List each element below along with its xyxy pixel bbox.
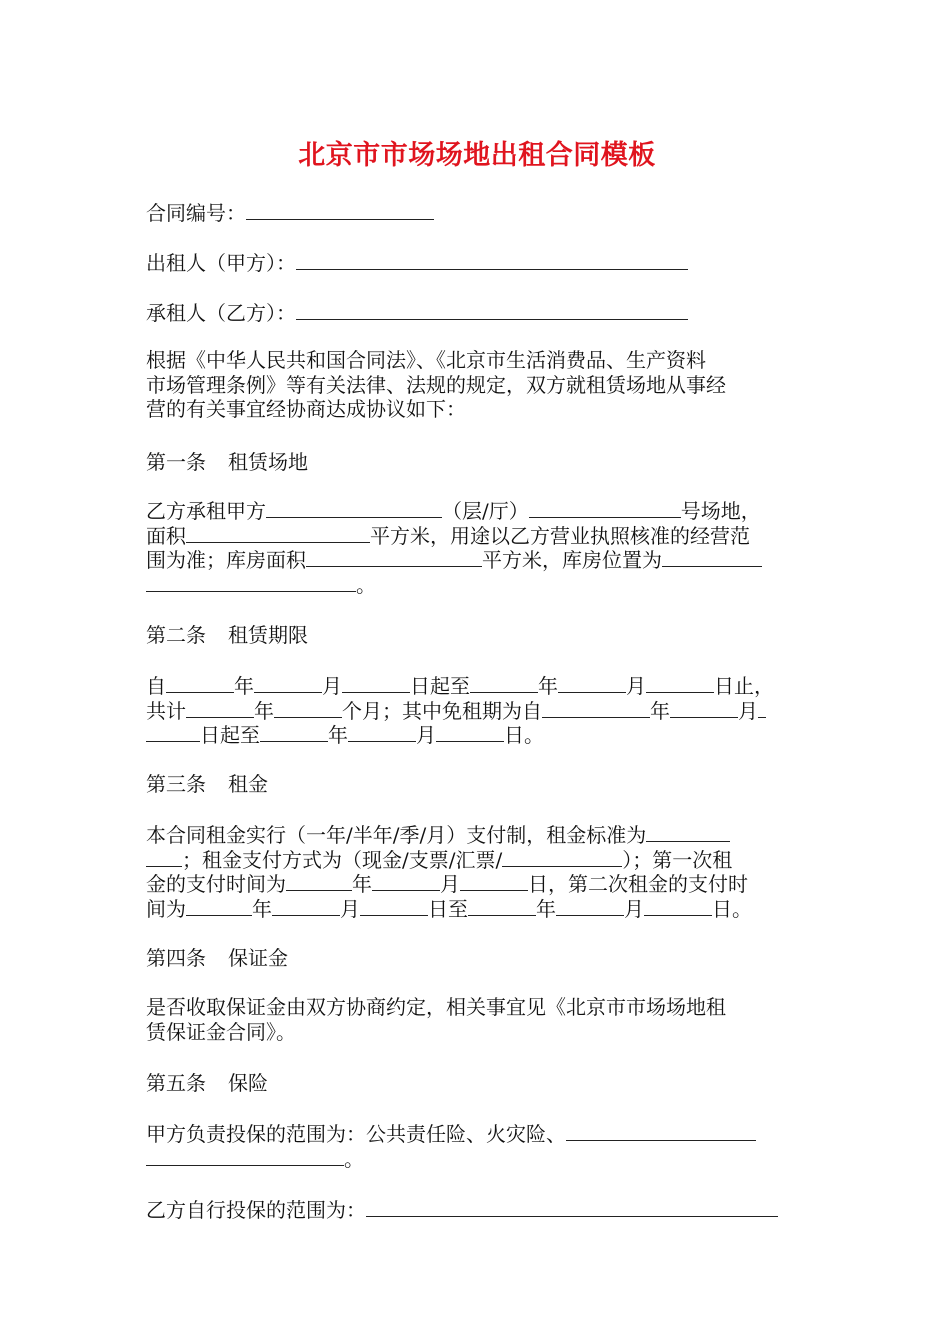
article-4-heading bbox=[146, 946, 288, 970]
article-3-paragraph bbox=[146, 822, 808, 920]
preamble-line: 根据《中华人民共和国合同法》、《北京市生活消费品、生产资料 bbox=[146, 348, 706, 372]
lessee-insurance-line bbox=[146, 1197, 778, 1222]
free-rent-day-blank-cont[interactable] bbox=[146, 722, 200, 742]
paragraph-line: ；租金支付方式为（现金/支票/汇票/ ）；第一次租 bbox=[146, 847, 808, 872]
payment-method-blank[interactable] bbox=[502, 847, 622, 867]
preamble-paragraph bbox=[146, 348, 808, 422]
paragraph-line: 日起至 年 月 日。 bbox=[146, 722, 808, 747]
warehouse-location-blank-cont[interactable] bbox=[146, 572, 356, 592]
first-payment-day-blank[interactable] bbox=[460, 871, 528, 891]
article-3-heading bbox=[146, 772, 268, 796]
start-day-blank[interactable] bbox=[342, 673, 410, 693]
paragraph-line: 赁保证金合同》。 bbox=[146, 1019, 296, 1044]
paragraph-line: 甲方负责投保的范围为：公共责任险、火灾险、 bbox=[146, 1121, 808, 1146]
lessor-line bbox=[146, 250, 688, 275]
paragraph-line: 间为 年 月 日至 年 月 日。 bbox=[146, 896, 752, 920]
rent-standard-blank-cont[interactable] bbox=[146, 847, 182, 867]
article-number: 第二条 bbox=[146, 623, 206, 647]
site-number-blank[interactable] bbox=[529, 498, 681, 518]
paragraph-line: 自 年 月 日起至 年 月 日止， bbox=[146, 674, 774, 698]
lessee-line bbox=[146, 300, 688, 325]
preamble-line: 市场管理条例》等有关法律、法规的规定，双方就租赁场地从事经 bbox=[146, 372, 726, 397]
article-2-paragraph bbox=[146, 673, 808, 747]
lessee-insurance-blank[interactable] bbox=[366, 1197, 778, 1217]
paragraph-line: 。 bbox=[146, 572, 808, 597]
start-year-blank[interactable] bbox=[166, 673, 234, 693]
article-1-heading bbox=[146, 450, 308, 474]
contract-number-label: 合同编号： bbox=[146, 201, 246, 225]
area-blank[interactable] bbox=[186, 523, 370, 543]
free-rent-end-year-blank[interactable] bbox=[260, 722, 328, 742]
preamble-line: 营的有关事宜经协商达成协议如下： bbox=[146, 397, 466, 421]
contract-number-line bbox=[146, 200, 434, 225]
start-month-blank[interactable] bbox=[254, 673, 322, 693]
article-name: 租赁场地 bbox=[228, 450, 308, 474]
end-month-blank[interactable] bbox=[558, 673, 626, 693]
article-name: 租金 bbox=[228, 772, 268, 796]
rent-standard-blank[interactable] bbox=[646, 822, 730, 842]
lessee-insurance-label: 乙方自行投保的范围为： bbox=[146, 1198, 366, 1222]
article-name: 租赁期限 bbox=[228, 623, 308, 647]
second-payment-day-blank[interactable] bbox=[360, 896, 428, 916]
paragraph-line: 是否收取保证金由双方协商约定，相关事宜见《北京市市场场地租 bbox=[146, 995, 726, 1019]
article-name: 保险 bbox=[228, 1071, 268, 1095]
first-payment-year-blank[interactable] bbox=[286, 871, 352, 891]
paragraph-line: 本合同租金实行（一年/半年/季/月）支付制，租金标准为 bbox=[146, 822, 808, 847]
warehouse-location-blank[interactable] bbox=[662, 547, 762, 567]
free-rent-day-blank[interactable] bbox=[758, 698, 766, 718]
first-payment-month-blank[interactable] bbox=[372, 871, 440, 891]
end-year-blank[interactable] bbox=[470, 673, 538, 693]
lessor-label: 出租人（甲方）： bbox=[146, 251, 296, 275]
article-2-heading bbox=[146, 623, 308, 647]
document-title: 北京市市场场地出租合同模板 bbox=[298, 140, 656, 171]
second-payment-end-day-blank[interactable] bbox=[644, 896, 712, 916]
lessee-blank[interactable] bbox=[296, 300, 688, 320]
warehouse-area-blank[interactable] bbox=[306, 547, 482, 567]
article-number: 第一条 bbox=[146, 450, 206, 474]
paragraph-line: 围为准；库房面积 平方米，库房位置为 bbox=[146, 547, 808, 572]
contract-number-blank[interactable] bbox=[246, 200, 434, 220]
paragraph-line: 乙方承租甲方 （层/厅） 号场地， bbox=[146, 499, 761, 523]
paragraph-line: 。 bbox=[146, 1146, 808, 1171]
article-number: 第三条 bbox=[146, 772, 206, 796]
second-payment-end-year-blank[interactable] bbox=[468, 896, 536, 916]
lessee-label: 承租人（乙方）： bbox=[146, 301, 296, 325]
free-rent-year-blank[interactable] bbox=[542, 698, 650, 718]
paragraph-line: 共计 年 个月；其中免租期为自 年 月 bbox=[146, 698, 808, 723]
end-day-blank[interactable] bbox=[646, 673, 714, 693]
article-1-paragraph bbox=[146, 498, 808, 596]
article-number: 第四条 bbox=[146, 946, 206, 970]
article-name: 保证金 bbox=[228, 946, 288, 970]
second-payment-end-month-blank[interactable] bbox=[556, 896, 624, 916]
free-rent-month-blank[interactable] bbox=[670, 698, 738, 718]
total-months-blank[interactable] bbox=[274, 698, 342, 718]
lessor-blank[interactable] bbox=[296, 250, 688, 270]
free-rent-end-month-blank[interactable] bbox=[348, 722, 416, 742]
article-4-paragraph bbox=[146, 995, 808, 1044]
lessor-insurance-blank-cont[interactable] bbox=[146, 1146, 344, 1166]
paragraph-line: 面积 平方米，用途以乙方营业执照核准的经营范 bbox=[146, 523, 750, 547]
article-number: 第五条 bbox=[146, 1071, 206, 1095]
floor-blank[interactable] bbox=[266, 498, 442, 518]
lessor-insurance-paragraph bbox=[146, 1121, 808, 1170]
second-payment-year-blank[interactable] bbox=[186, 896, 252, 916]
article-5-heading bbox=[146, 1071, 268, 1095]
lessor-insurance-blank[interactable] bbox=[566, 1121, 756, 1141]
free-rent-end-day-blank[interactable] bbox=[436, 722, 504, 742]
total-years-blank[interactable] bbox=[186, 698, 254, 718]
paragraph-line: 金的支付时间为 年 月 日，第二次租金的支付时 bbox=[146, 872, 748, 896]
second-payment-month-blank[interactable] bbox=[272, 896, 340, 916]
